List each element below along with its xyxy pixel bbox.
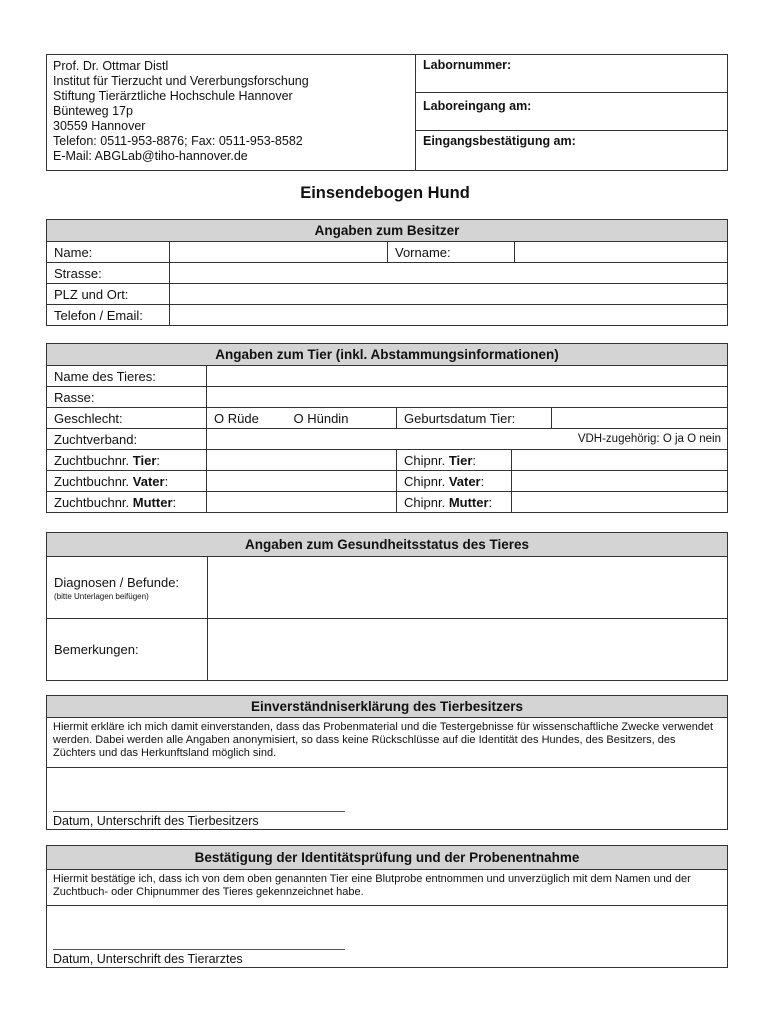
chip-animal-label [397,450,512,471]
studbook-prefix: Zuchtbuchnr. [54,452,133,468]
confirmation-field[interactable]: Eingangsbestätigung am: [416,131,728,171]
diagnoses-note: (bitte Unterlagen beifügen) [54,591,149,601]
remarks-input[interactable] [208,619,728,681]
studbook-animal-input[interactable] [207,450,397,471]
colon: : [472,452,477,468]
colon: : [156,452,161,468]
owner-firstname-input[interactable] [515,242,728,263]
mother-word: Mutter [448,494,489,510]
chip-animal-input[interactable] [512,450,728,471]
chip-mother-input[interactable] [512,492,728,513]
studbook-mother-label [47,492,207,513]
header-block [46,54,728,171]
consent-header: Einverständniserklärung des Tierbesitzers [47,696,728,718]
owner-firstname-label: Vorname: [388,242,515,263]
page-title: Einsendebogen Hund [300,184,470,202]
owner-name-input[interactable] [170,242,388,263]
address-line: 30559 Hannover [53,119,146,133]
address-line: Bünteweg 17p [53,104,133,118]
owner-phone-input[interactable] [170,305,728,326]
chip-prefix: Chipnr. [404,473,449,489]
identity-header: Bestätigung der Identitätsprüfung und der Probenentnahme [47,846,728,870]
birthdate-label: Geburtsdatum Tier: [397,408,552,429]
owner-street-input[interactable] [170,263,728,284]
signature-line [53,811,345,812]
studbook-prefix: Zuchtbuchnr. [54,473,133,489]
owner-section [46,219,728,326]
animal-word: Tier [448,452,473,468]
animal-name-label: Name des Tieres: [47,366,207,387]
address-line: E-Mail: ABGLab@tiho-hannover.de [53,149,248,163]
identity-section [46,845,728,968]
studbook-father-label [47,471,207,492]
chip-prefix: Chipnr. [404,452,449,468]
owner-city-label: PLZ und Ort: [47,284,170,305]
owner-signature-label: Datum, Unterschrift des Tierbesitzers [53,814,259,828]
studbook-mother-input[interactable] [207,492,397,513]
owner-name-label: Name: [47,242,170,263]
studbook-father-input[interactable] [207,471,397,492]
signature-line [53,949,345,950]
breed-label: Rasse: [47,387,207,408]
studbook-animal-label [47,450,207,471]
chip-father-input[interactable] [512,471,728,492]
owner-city-input[interactable] [170,284,728,305]
father-word: Vater [448,473,481,489]
institute-address [47,55,416,171]
chip-prefix: Chipnr. [404,494,449,510]
studbook-prefix: Zuchtbuchnr. [54,494,133,510]
colon: : [480,473,485,489]
breed-input[interactable] [207,387,728,408]
health-section [46,532,728,681]
remarks-label: Bemerkungen: [47,619,208,681]
address-line: Telefon: 0511-953-8876; Fax: 0511-953-8582 [53,134,303,148]
diagnoses-label [47,557,208,619]
owner-phone-label: Telefon / Email: [47,305,170,326]
colon: : [488,494,493,510]
consent-text: Hiermit erkläre ich mich damit einverstanden, dass das Probenmaterial und die Testergebnisse für wissenschaftliche Zwecke verwendet werden. Dabei werden alle Angaben anonymisiert, so dass keine Rückschlüsse auf die Identität des Hundes, des Besitzers, des Züchters und das Herkunftsland möglich sind. [47,718,728,768]
birthdate-input[interactable] [552,408,728,429]
identity-text: Hiermit bestätige ich, dass ich von dem oben genannten Tier eine Blutprobe entnommen und unverzüglich mit dem Namen und der Zuchtbuch- oder Chipnummer des Tieres gekennzeichnet habe. [47,870,728,906]
diagnoses-text: Diagnosen / Befunde: [54,574,180,590]
colon: : [172,494,177,510]
chip-mother-label [397,492,512,513]
owner-street-label: Strasse: [47,263,170,284]
animal-name-input[interactable] [207,366,728,387]
female-option[interactable]: O Hündin [287,408,397,429]
association-label: Zuchtverband: [47,429,207,450]
mother-word: Mutter [132,494,173,510]
chip-father-label [397,471,512,492]
owner-header: Angaben zum Besitzer [47,220,728,242]
address-line: Prof. Dr. Ottmar Distl [53,59,169,73]
vet-signature-label: Datum, Unterschrift des Tierarztes [53,952,243,966]
vdh-option[interactable]: VDH-zugehörig: O ja O nein [207,429,728,450]
health-header: Angaben zum Gesundheitsstatus des Tieres [47,533,728,557]
father-word: Vater [132,473,165,489]
animal-section [46,343,728,513]
lab-entry-field[interactable]: Laboreingang am: [416,93,728,131]
address-line: Stiftung Tierärztliche Hochschule Hannover [53,89,293,103]
lab-number-field[interactable]: Labornummer: [416,55,728,93]
consent-section [46,695,728,830]
male-option[interactable]: O Rüde [207,408,287,429]
owner-signature-field[interactable] [47,768,728,830]
colon: : [164,473,169,489]
address-line: Institut für Tierzucht und Vererbungsforschung [53,74,309,88]
vet-signature-field[interactable] [47,906,728,968]
sex-label: Geschlecht: [47,408,207,429]
diagnoses-input[interactable] [208,557,728,619]
animal-header: Angaben zum Tier (inkl. Abstammungsinformationen) [47,344,728,366]
animal-word: Tier [132,452,157,468]
